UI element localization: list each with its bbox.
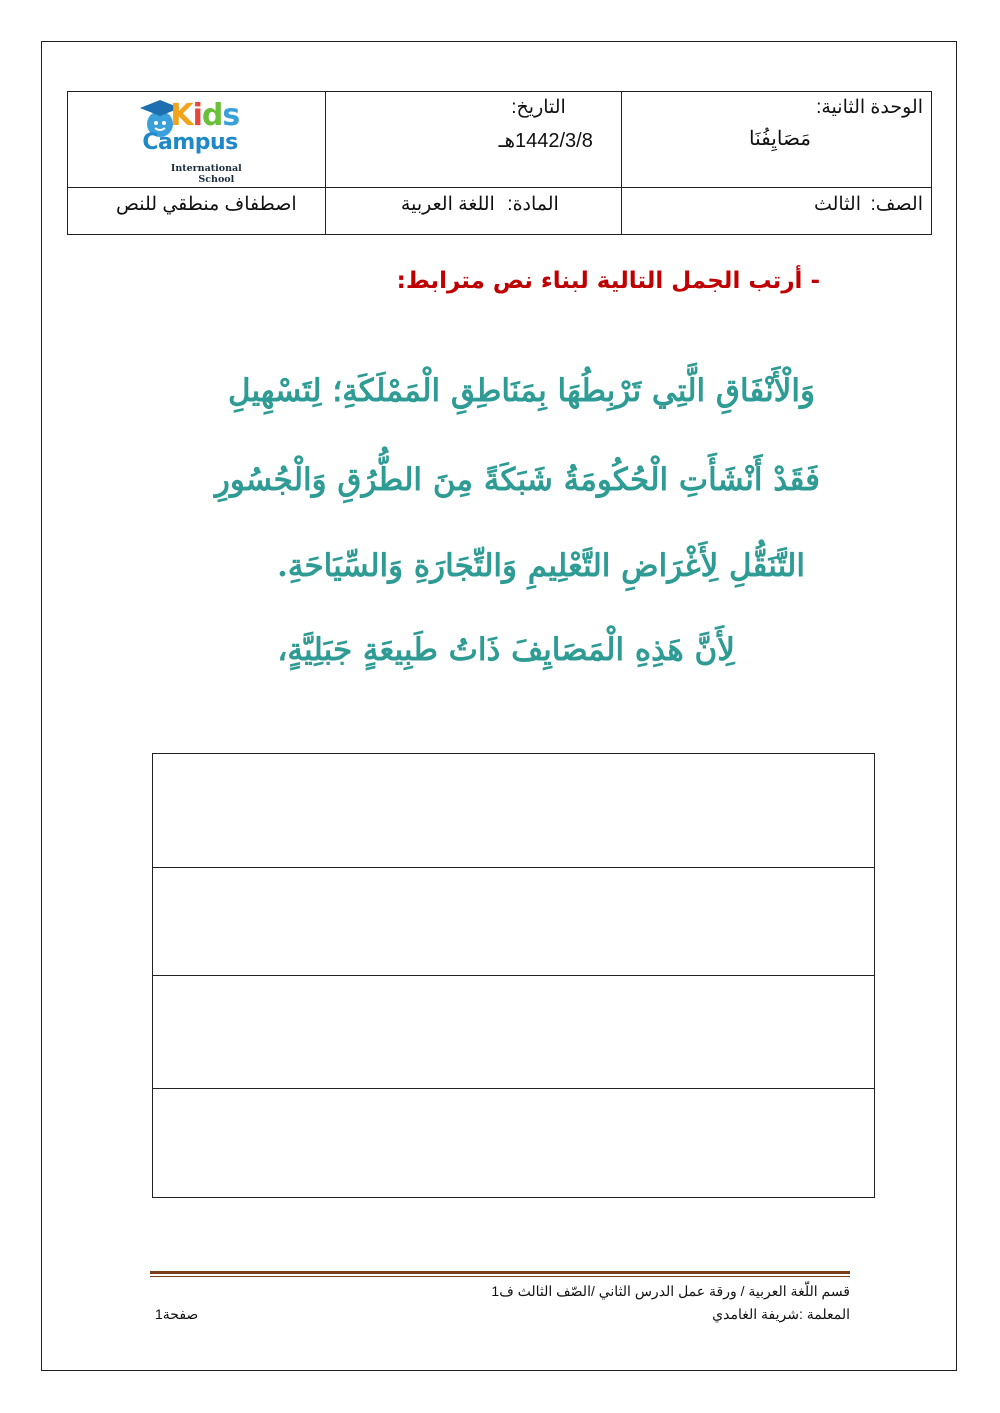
answer-box-2[interactable] <box>152 867 875 976</box>
logo-line2: School <box>198 174 235 185</box>
grade-value: الثالث <box>813 194 861 215</box>
footer-rule-thick <box>150 1271 850 1274</box>
sentence-2: فَقَدْ أَنْشَأَتِ الْحُكُومَةُ شَبَكَةً مِنَ الطُّرُقِ وَالْجُسُورِ <box>214 462 820 498</box>
skill-title: اصطفاف منطقي للنص <box>115 194 297 215</box>
logo-campus-text: Campus <box>142 130 238 155</box>
footer-teacher: المعلمة :شريفة الغامدي <box>712 1306 850 1322</box>
footer-page-number: صفحة1 <box>155 1306 199 1322</box>
logo-line1: International <box>170 163 242 174</box>
grade-label: الصف: <box>870 194 923 215</box>
grade-cell <box>621 188 931 235</box>
sentence-4: لِأَنَّ هَذِهِ الْمَصَايِفَ ذَاتُ طَبِيعَةٍ جَبَلِيَّةٍ، <box>277 632 735 668</box>
unit-cell <box>621 92 931 188</box>
subject-value: اللغة العربية <box>400 194 495 215</box>
footer-department: قسم اللّغة العربية / ورقة عمل الدرس الثاني /الصّف الثالث ف1 <box>491 1283 850 1299</box>
sentence-1: وَالْأَنْفَاقِ الَّتِي تَرْبِطُهَا بِمَنَاطِقِ الْمَمْلَكَةِ؛ لِتَسْهِيلِ <box>227 373 815 409</box>
answer-box-3[interactable] <box>152 975 875 1089</box>
subject-cell <box>325 188 621 235</box>
date-label: التاريخ: <box>511 97 566 118</box>
unit-label: الوحدة الثانية: <box>816 97 923 118</box>
logo-cell <box>68 92 326 188</box>
logo-kids-text: Kids <box>170 98 240 133</box>
instruction-text: - أرتب الجمل التالية لبناء نص مترابط: <box>396 268 820 294</box>
date-value: 1442/3/8هـ <box>498 130 593 152</box>
subject-label: المادة: <box>507 194 559 215</box>
answer-box-4[interactable] <box>152 1088 875 1198</box>
footer-rule-thin <box>150 1276 850 1277</box>
logo-international-text <box>166 163 246 185</box>
date-cell <box>325 92 621 188</box>
header-table <box>67 91 932 235</box>
lesson-title: مَصَايِفُنَا <box>749 128 811 150</box>
school-logo <box>136 96 256 186</box>
skill-cell <box>68 188 326 235</box>
sentence-3: التَّنَقُّلِ لِأَغْرَاضِ التَّعْلِيمِ وَالتِّجَارَةِ وَالسِّيَاحَةِ. <box>277 548 805 584</box>
answer-box-1[interactable] <box>152 753 875 868</box>
